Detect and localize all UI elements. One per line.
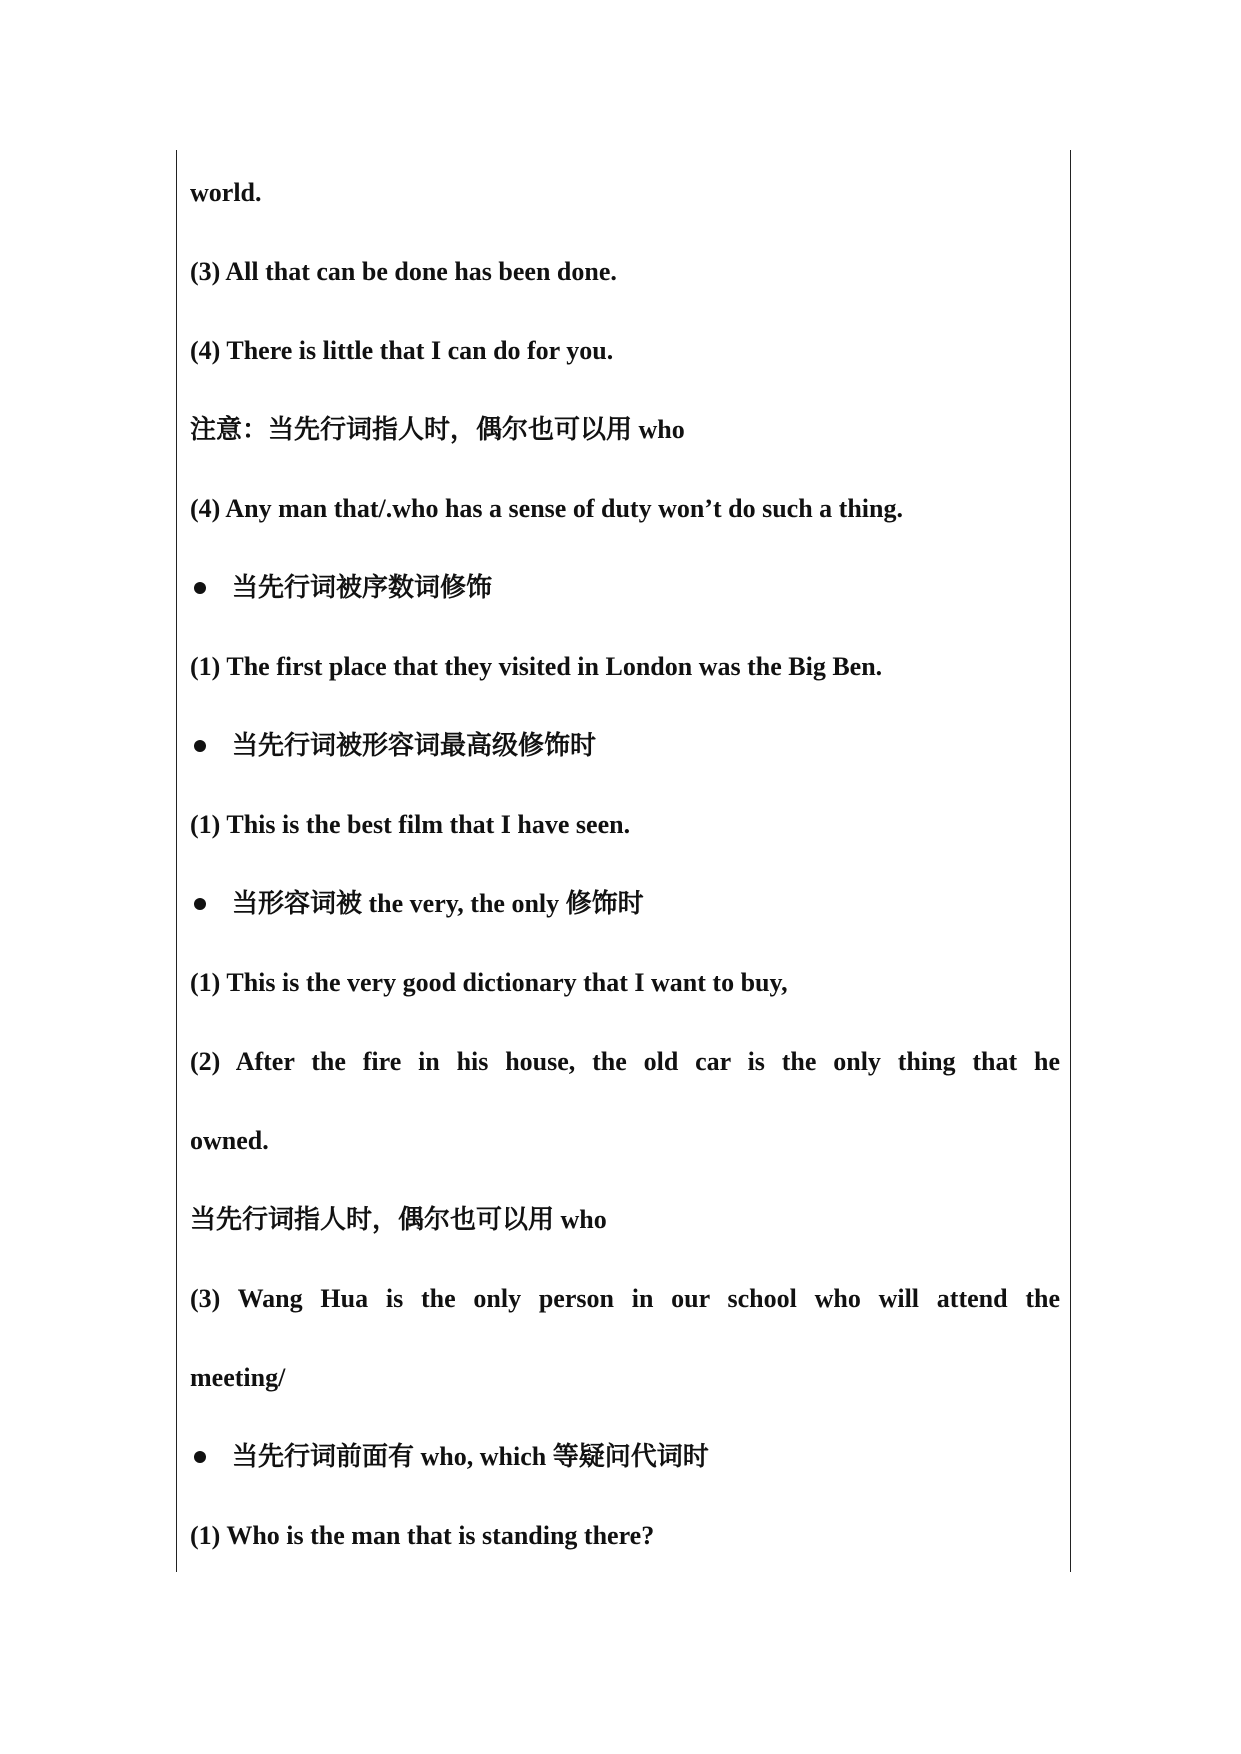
example-sentence: (1) This is the very good dictionary that I want to buy, bbox=[190, 968, 788, 997]
rule-heading-text: 当先行词被形容词最高级修饰时 bbox=[232, 731, 597, 760]
example-sentence: (3) All that can be done has been done. bbox=[190, 257, 617, 286]
text-line: owned. bbox=[190, 1126, 269, 1155]
note-text: 注意：当先行词指人时，偶尔也可以用 who bbox=[190, 415, 685, 444]
table-cell-content bbox=[190, 164, 1060, 1586]
table-right-border bbox=[1070, 150, 1071, 1572]
example-sentence: (1) This is the best film that I have seen. bbox=[190, 810, 631, 839]
rule-heading-text: 当先行词被序数词修饰 bbox=[232, 573, 493, 602]
rule-heading bbox=[190, 717, 1060, 796]
example-sentence: (4) There is little that I can do for you. bbox=[190, 336, 614, 365]
text-line: world. bbox=[190, 178, 262, 207]
rule-heading bbox=[190, 559, 1060, 638]
example-sentence: (1) Who is the man that is standing there? bbox=[190, 1521, 655, 1550]
example-sentence: (4) Any man that/.who has a sense of duty won’t do such a thing. bbox=[190, 494, 903, 523]
text-line: meeting/ bbox=[190, 1363, 286, 1392]
rule-heading-text: 当先行词前面有 who, which 等疑问代词时 bbox=[232, 1442, 709, 1471]
note-text: 当先行词指人时，偶尔也可以用 who bbox=[190, 1205, 607, 1234]
rule-heading-text: 当形容词被 the very, the only 修饰时 bbox=[232, 889, 644, 918]
bullet-icon bbox=[194, 1451, 206, 1463]
example-sentence: (2) After the fire in his house, the old car is the only thing that he bbox=[190, 1047, 1060, 1076]
bullet-icon bbox=[194, 898, 206, 910]
rule-heading bbox=[190, 1428, 1060, 1507]
table-left-border bbox=[176, 150, 177, 1572]
example-sentence: (3) Wang Hua is the only person in our school who will attend the bbox=[190, 1284, 1060, 1313]
bullet-icon bbox=[194, 740, 206, 752]
example-sentence: (1) The first place that they visited in London was the Big Ben. bbox=[190, 652, 883, 681]
rule-heading bbox=[190, 875, 1060, 954]
bullet-icon bbox=[194, 582, 206, 594]
